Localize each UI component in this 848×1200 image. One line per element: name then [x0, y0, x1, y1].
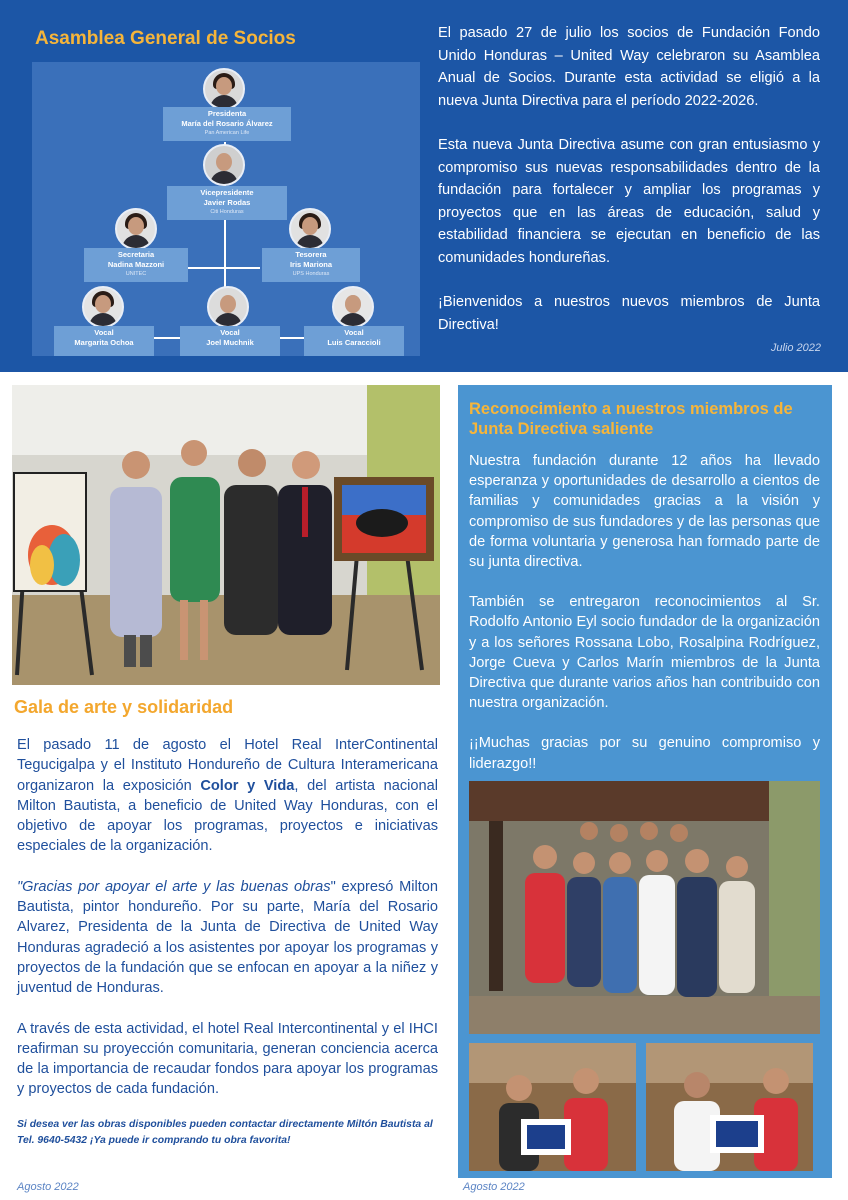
member-affiliation: UPS Honduras [292, 271, 330, 277]
member-name: María del Rosario Álvarez [181, 119, 273, 128]
avatar [203, 68, 245, 110]
member-role: Secretaria [117, 250, 155, 259]
gala-date: Agosto 2022 [17, 1181, 79, 1193]
assembly-banner [0, 0, 848, 372]
assembly-date: Julio 2022 [770, 342, 821, 354]
avatar [332, 286, 374, 328]
assembly-paragraph: Esta nueva Junta Directiva asume con gran entusiasmo y compromiso sus nuevas responsabilidades dentro de la fundación para fortalecer y ampliar los programas y proyectos que en las áreas de educación, salud y estabilidad financiera se ejecutan en beneficio de las comunidades hondureñas. [438, 137, 820, 266]
avatar [207, 286, 249, 328]
member-role: Vocal [220, 328, 240, 337]
member-role: Vicepresidente [200, 188, 254, 197]
member-affiliation: Citi Honduras [210, 209, 244, 215]
org-member-vocal [180, 326, 280, 356]
member-name: Javier Rodas [203, 198, 251, 207]
recognition-date: Agosto 2022 [463, 1181, 525, 1193]
award-photo [646, 1043, 813, 1171]
gala-text: , del artista nacional Milton Bautista, a beneficio de United Way Honduras, con el objetivo de apoyar los programas, proyectos e iniciativas especiales de la organización. [17, 777, 438, 855]
recognition-paragraph: Nuestra fundación durante 12 años ha llevado esperanza y oportunidades de desarrollo a cientos de familias y comunidades gracias a la visión y compromiso de sus fundadores y de las personas que de forma voluntaria y generosa han formado parte de su junta directiva. [469, 453, 820, 571]
avatar [82, 286, 124, 328]
gala-contact-note: Si desea ver las obras disponibles pueden contactar directamente Miltón Bautista al Tel. 9640-5432 ¡Ya puede ir comprando tu obra favorita! [17, 1119, 433, 1146]
assembly-text [438, 22, 820, 358]
gala-title: Gala de arte y solidaridad [14, 697, 234, 717]
gala-text: El pasado 11 de agosto el Hotel Real InterContinental Tegucigalpa y el Instituto Hondureño de Cultura Interamericana organizaron la exposición [17, 737, 438, 794]
member-name: Margarita Ochoa [74, 338, 134, 347]
avatar [115, 208, 157, 250]
gala-paragraph [17, 877, 438, 999]
assembly-paragraph: El pasado 27 de julio los socios de Fundación Fondo Unido Honduras – United Way celebraron su Asamblea Anual de Socios. Durante esta actividad se eligió a la nueva Junta Directiva para el período 2022-2026. [438, 25, 820, 109]
org-member-president [163, 107, 291, 141]
member-affiliation: UNITEC [125, 271, 147, 277]
artist-quote: "Gracias por apoyar el arte y las buenas obras [17, 878, 331, 895]
gala-photo [12, 385, 440, 685]
exhibition-name: Color y Vida [200, 777, 295, 794]
gala-text: " expresó Milton Bautista, pintor hondureño. Por su parte, María del Rosario Alvarez, Presidenta de la Junta de Directiva de United Way Honduras agradeció a los asistentes por apoyar los programas y proyectos de la fundación que se enfocan en apoyar a la niñez y juventud de Honduras. [17, 878, 438, 997]
member-name: Iris Mariona [289, 260, 333, 269]
recognition-paragraph: También se entregaron reconocimientos al Sr. Rodolfo Antonio Eyl socio fundador de la organización y a los señores Rossana Lobo, Rosalpina Rodríguez, Jorge Cueva y Carlos Marín miembros de la Junta Directiva que durante varios años han contribuido con nuestra organización. [469, 594, 820, 712]
org-member-secretary [84, 248, 188, 282]
award-photo [469, 1043, 636, 1171]
member-name: Nadina Mazzoni [107, 260, 165, 269]
recognition-panel [458, 385, 832, 1178]
assembly-title: Asamblea General de Socios [35, 28, 296, 49]
recognition-paragraph: ¡¡Muchas gracias por su genuino compromiso y liderazgo!! [469, 735, 820, 772]
avatar [289, 208, 331, 250]
member-affiliation: Pan American Life [204, 130, 250, 136]
org-member-vocal [54, 326, 154, 356]
member-role: Presidenta [207, 109, 247, 118]
gala-paragraph [17, 735, 438, 857]
member-name: Luis Caraccioli [327, 338, 381, 347]
org-chart [32, 62, 420, 356]
assembly-paragraph: ¡Bienvenidos a nuestros nuevos miembros de Junta Directiva! [438, 294, 820, 333]
recognition-text [469, 451, 820, 794]
member-role: Vocal [344, 328, 364, 337]
gala-article [17, 735, 438, 1120]
member-role: Tesorera [295, 250, 327, 259]
avatar [203, 144, 245, 186]
group-photo [469, 781, 820, 1034]
gala-paragraph: A través de esta actividad, el hotel Real Intercontinental y el IHCI reafirman su proyección comunitaria, generan conciencia acerca de la importancia de recaudar fondos para apoyar los programas y proyectos de cada fundación. [17, 1020, 438, 1098]
org-member-vicepresident [167, 186, 287, 220]
recognition-title: Reconocimiento a nuestros miembros de Junta Directiva saliente [469, 400, 793, 438]
org-member-vocal [304, 326, 404, 356]
org-member-treasurer [262, 248, 360, 282]
member-role: Vocal [94, 328, 114, 337]
member-name: Joel Muchnik [206, 338, 254, 347]
